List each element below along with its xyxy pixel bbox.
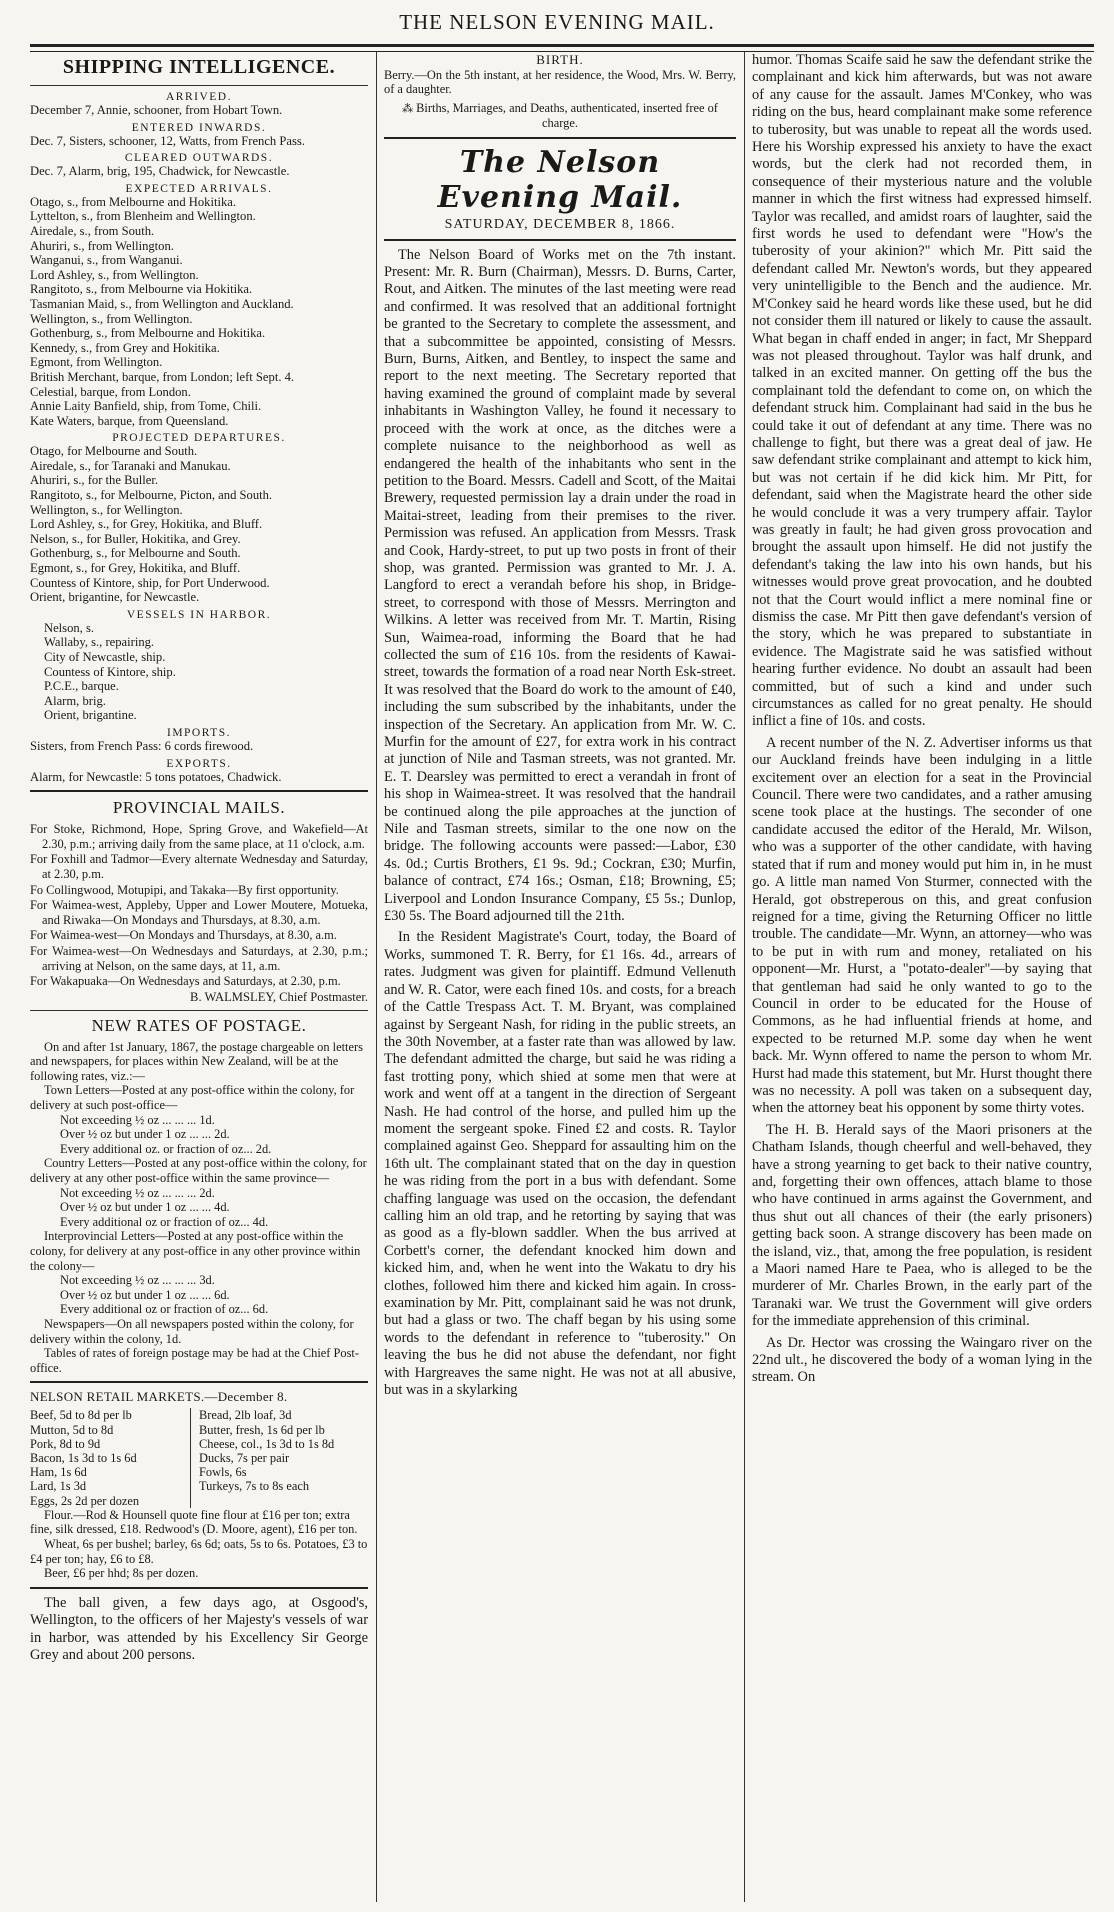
- shipping-line: Alarm, brig.: [44, 693, 106, 708]
- column-2: [384, 52, 736, 1902]
- market-item: Ducks, 7s per pair: [199, 1450, 290, 1465]
- column-3: [752, 52, 1092, 1902]
- shipping-line: City of Newcastle, ship.: [44, 650, 166, 664]
- shipping-line: Lord Ashley, s., from Wellington.: [30, 267, 199, 282]
- divider: [384, 239, 736, 241]
- shipping-line: Kate Waters, barque, from Queensland.: [30, 413, 229, 428]
- shipping-line: Alarm, for Newcastle: 5 tons potatoes, Chadwick.: [30, 769, 282, 784]
- divider: [30, 1587, 368, 1589]
- paper-title: The Nelson Evening Mail.: [437, 144, 683, 215]
- markets-left-column: [30, 1408, 191, 1507]
- shipping-line: Gothenburg, s., from Melbourne and Hokitika.: [30, 326, 266, 341]
- column-1: [30, 52, 368, 1902]
- postage-rate: Over ½ oz but under 1 oz ... ... 6d.: [60, 1287, 230, 1302]
- markets-heading: NELSON RETAIL MARKETS.—December 8.: [30, 1389, 288, 1405]
- markets-notes: [30, 1508, 368, 1581]
- shipping-line: Orient, brigantine.: [44, 708, 137, 723]
- shipping-line: Wanganui, s., from Wanganui.: [30, 253, 183, 268]
- market-item: Beef, 5d to 8d per lb: [30, 1408, 132, 1423]
- shipping-subheading: CLEARED OUTWARDS.: [124, 152, 274, 165]
- shipping-line: Celestial, barque, from London.: [30, 384, 191, 399]
- shipping-line: Otago, for Melbourne and South.: [30, 444, 198, 459]
- mails-list: [30, 822, 368, 989]
- masthead: THE NELSON EVENING MAIL.: [399, 10, 715, 34]
- shipping-line: Dec. 7, Alarm, brig, 195, Chadwick, for Newcastle.: [30, 164, 290, 179]
- markets-table: [30, 1408, 368, 1507]
- shipping-subheading: ENTERED INWARDS.: [131, 121, 267, 134]
- paper-date: SATURDAY, DECEMBER 8, 1866.: [444, 216, 676, 232]
- market-item: Ham, 1s 6d: [30, 1465, 87, 1480]
- column-divider: [744, 52, 745, 1902]
- divider: [384, 137, 736, 139]
- shipping-line: Airedale, s., from South.: [30, 223, 155, 238]
- shipping-subheading: EXPORTS.: [166, 757, 232, 770]
- newspaper-rate: Newspapers—On all newspapers posted within the colony, for delivery within the colony, 1d.: [30, 1316, 354, 1346]
- article-paragraph: The H. B. Herald says of the Maori prisoners at the Chatham Islands, though cheerful and well-behaved, they have a strong yearning to get back to their native country, and, forgetting their own offences, attach blame to those who have continued in arms against the Government, and thus shut out all chances of their (the early prisoners) getting back soon. A strange discovery has been made on the island, viz., that, among the free population, is resident a Maori named Hare te Paea, who is alleged to be the murderer of Mr. Charles Brown, in the early part of the Taranaki war. We trust the Government will give orders for the immediate apprehension of this criminal.: [752, 1121, 1092, 1330]
- market-item: Eggs, 2s 2d per dozen: [30, 1493, 140, 1508]
- ball-paragraph: The ball given, a few days ago, at Osgood's, Wellington, to the officers of her Majesty's vessels of war in harbor, was attended by his Excellency Sir George Grey and about 200 persons.: [30, 1594, 368, 1663]
- market-item: Pork, 8d to 9d: [30, 1436, 101, 1451]
- postage-rate: Every additional oz. or fraction of oz... 2d.: [60, 1141, 272, 1156]
- town-letters: Town Letters—Posted at any post-office within the colony, for delivery at such post-office—: [30, 1083, 355, 1113]
- postage-rate: Every additional oz or fraction of oz... 6d.: [60, 1302, 269, 1317]
- column-2-articles: [384, 247, 736, 1400]
- birth-heading: BIRTH.: [536, 52, 584, 67]
- article-paragraph: humor. Thomas Scaife said he saw the defendant strike the complainant and kick him afterwards, but was not aware of any cause for the assault. James M'Conkey, who was riding on the bus, heard complainant make some reference to tuberosity, but was unable to repeat all the words used. Here his Worship expressed his anxiety to have the exact words, but the clerk had not recorded them, in consequence of their mysterious nature and the voluble manner in which the first witness had expressed himself. Taylor was recalled, and amidst roars of laughter, said the first words he used to defendant were "How's the tuberosity of your akinion?" which Mr. Pitt said the defendant called Mr. Newton's words, but they appeared very unintelligible to the Bench and the audience. Mr. M'Conkey said he heard words like these used, but he did not consider them ill natured or likely to cause the assault. What began in chaff ended in anger; in fact, Mr Sheppard was not pleased throughout. Taylor was half drunk, and talked in an excited manner. On getting off the bus the complainant told the defendant to come on, on which the defendant struck him. Complainant had said in the bus he could take it out of defendant at any time. There was no challenge to fight, but there was a great deal of jaw. He saw defendant strike complainant and attempt to kick him, but was not certain if he did kick him. Mr Pitt, for defendant, said when the Magistrate heard the other side he would conclude it was a very trumpery affair. Taylor was greatly in fault; he had given gross provocation and brought the assault upon himself. He did not justify the defendant's taking the law into his own hands, but his witnesses would prove great provocation, and he doubted not that the Court would inflict a mere nominal fine or dismiss the case. Mr Pitt then gave defendant's version of the story, which he was prepared to substantiate in evidence. The Magistrate said he was satisfied without hearing further evidence. No doubt an assault had been committed, but of such a kind and under such circumstances as called for no great penalty. He should inflict a fine of 10s. and costs.: [752, 52, 1092, 730]
- shipping-line: P.C.E., barque.: [44, 679, 119, 694]
- mail-route: For Waimea-west—On Mondays and Thursdays, at 8.30, a.m.: [30, 928, 337, 943]
- divider: [30, 1010, 368, 1011]
- market-note: Beer, £6 per hhd; 8s per dozen.: [44, 1566, 199, 1581]
- column-3-articles: [752, 52, 1092, 1387]
- shipping-line: Countess of Kintore, ship.: [44, 664, 176, 679]
- shipping-line: Wallaby, s., repairing.: [44, 635, 155, 650]
- shipping-line: Orient, brigantine, for Newcastle.: [30, 590, 200, 605]
- postage-intro: On and after 1st January, 1867, the postage chargeable on letters and newspapers, for places within New Zealand, will be at the following rates, viz.:—: [30, 1039, 363, 1083]
- shipping-line: British Merchant, barque, from London; left Sept. 4.: [30, 369, 295, 384]
- postmaster-signature: B. WALMSLEY, Chief Postmaster.: [190, 989, 368, 1004]
- postage-heading: NEW RATES OF POSTAGE.: [91, 1015, 307, 1035]
- shipping-line: Ahuriri, s., from Wellington.: [30, 238, 174, 253]
- shipping-line: Countess of Kintore, ship, for Port Underwood.: [30, 575, 270, 590]
- shipping-line: Otago, s., from Melbourne and Hokitika.: [30, 194, 237, 209]
- market-item: Cheese, col., 1s 3d to 1s 8d: [199, 1436, 335, 1451]
- divider: [30, 790, 368, 792]
- market-item: Lard, 1s 3d: [30, 1479, 87, 1494]
- article-paragraph: As Dr. Hector was crossing the Waingaro river on the 22nd ult., he discovered the body of a woman lying in the stream. On: [752, 1334, 1092, 1386]
- interprovincial-rates: [30, 1273, 368, 1317]
- divider: [30, 1381, 368, 1383]
- shipping-subheading: VESSELS IN HARBOR.: [126, 608, 272, 621]
- mail-route: For Stoke, Richmond, Hope, Spring Grove, and Wakefield—At 2.30, p.m.; arriving daily from the same place, at 11 o'clock, a.m.: [30, 822, 368, 851]
- shipping-subheading: ARRIVED.: [166, 91, 232, 103]
- ball-article: [30, 1595, 368, 1665]
- country-letters: Country Letters—Posted at any post-office within the colony, for delivery at any other post-office within the same province—: [30, 1156, 367, 1186]
- postage-rate: Not exceeding ½ oz ... ... ... 1d.: [60, 1112, 215, 1127]
- shipping-line: December 7, Annie, schooner, from Hobart Town.: [30, 103, 283, 117]
- birth-text: Berry.—On the 5th instant, at her residence, the Wood, Mrs. W. Berry, of a daughter.: [384, 68, 736, 97]
- shipping-line: Egmont, s., for Grey, Hokitika, and Bluff.: [30, 561, 241, 576]
- shipping-line: Dec. 7, Sisters, schooner, 12, Watts, from French Pass.: [30, 133, 305, 148]
- paper-title-block: [384, 145, 736, 233]
- shipping-line: Kennedy, s., from Grey and Hokitika.: [30, 340, 220, 355]
- market-item: Butter, fresh, 1s 6d per lb: [199, 1422, 325, 1437]
- shipping-subheading: IMPORTS.: [166, 726, 232, 739]
- market-item: Fowls, 6s: [199, 1465, 247, 1480]
- mail-route: For Waimea-west—On Wednesdays and Saturdays, at 2.30, p.m.; arriving at Nelson, on the same days, at 11, a.m.: [30, 943, 368, 973]
- postage-rate: Not exceeding ½ oz ... ... ... 3d.: [60, 1273, 215, 1288]
- shipping-line: Airedale, s., for Taranaki and Manukau.: [30, 458, 231, 473]
- asterism-icon: ⁂: [402, 102, 414, 115]
- column-divider: [376, 52, 377, 1902]
- shipping-heading: SHIPPING INTELLIGENCE.: [62, 56, 336, 78]
- postage-rate: Every additional oz or fraction of oz... 4d.: [60, 1214, 269, 1229]
- top-rule: [30, 44, 1094, 52]
- shipping-list: [30, 91, 368, 784]
- shipping-line: Nelson, s.: [44, 620, 95, 635]
- shipping-line: Egmont, from Wellington.: [30, 355, 163, 370]
- market-item: Bacon, 1s 3d to 1s 6d: [30, 1450, 137, 1465]
- shipping-line: Wellington, s., for Wellington.: [30, 502, 183, 517]
- shipping-line: Lyttelton, s., from Blenheim and Wellington.: [30, 209, 256, 224]
- article-paragraph: A recent number of the N. Z. Advertiser informs us that our Auckland freinds have been indulging in a little excitement over an election for a seat in the Provincial Council. There were two candidates, and a rather amusing scene took place at the hustings. The seconder of one candidate accused the editor of the Herald, Mr. Wilson, who was a supporter of the other candidate, with having stated that if rum and money would put him in, in he must go. A little man named Von Sturmer, connected with the Herald, got obstreperous on this, and great confusion reigned for a time, giving the Returning Officer no little trouble. The candidate—Mr. Wynn, an attorney—who was to be put in with rum and money, retaliated on his opponent—Mr. Hurst, a "potato-dealer"—by saying that that gentleman had said he only wanted to go to the Council in order to be educated for the House of Commons, as he had influential friends at home, and expected to be returned M.P. some day when he went back. Mr. Wynn offered to name the person to whom Mr. Hurst had made this statement, but Mr. Hurst thought there was no necessity. A poll was taken on a subsequent day, when the attorney beat his opponent by some thirty votes.: [752, 734, 1092, 1117]
- shipping-line: Rangitoto, s., from Melbourne via Hokitika.: [30, 282, 253, 297]
- country-rates: [30, 1186, 368, 1230]
- article-paragraph: The Nelson Board of Works met on the 7th instant. Present: Mr. R. Burn (Chairman), Messrs. D. Burns, Carter, Rout, and Aitken. The minutes of the last meeting were read and confirmed. It was resolved that an additional fortnight be granted to the Secretary to complete the assessment, and that a subcommittee be appointed, consisting of Messrs. Burn, Burns, Aitken, and Bentley, to inspect the same and report to the next meeting. The Secretary reported that having examined the ground of complaint made by several inhabitants in Washington Valley, he found it necessary to proceed with the work at once, as the ditches were a complete nuisance to the neighborhood as well as endangered the health of the inhabitants who sent in the petition to the Board. Messrs. Cadell and Scott, of the Maitai Brewery, requested permission lay a drain under the road in Maitai-street, leading from their premises to the river. Permission was refused. An application from Messrs. Trask and Cook, Hardy-street, to put up two posts in front of their shop, was granted. Permission was granted to Mr. J. A. Langford to erect a verandah before his shop, in Bridge-street, to correspond with those of Messrs. Merrington and Wilkins. A letter was received from Mr. T. Martin, Rising Sun, Waimea-road, informing the Board that he had collected the sum of £16 10s. from the residents of Kawai-street, towards the formation of a road near North Esk-street. It was resolved that the Board do work to the amount of £40, including the sum subscribed by the inhabitants, under the inspection of the Secretary. An application from Mr. W. C. Murfin for the amount of £27, for extra work in his contract at junction of Nile and Tasman streets, was not granted. Mr. E. T. Dearsley was permitted to erect a verandah in front of his shop in Waimea-street. It was resolved that the handrail be continued along the pile approaches at the junction of Nile and Tasman streets, similar to the one now on the bridge. The following accounts were passed:—Labor, £30 4s. 0d.; Curtis Brothers, £1 9s. 9d.; Cockran, £30; Murfin, balance of contract, £74 16s.; Osman, £18; Browning, £5; Liverpool and London Insurance Company, £5 5s.; Dunlop, £30 5s. The Board adjourned till the 21th.: [384, 246, 736, 925]
- market-item: Mutton, 5d to 8d: [30, 1422, 114, 1437]
- divider: [30, 85, 368, 86]
- postage-rate: Over ½ oz but under 1 oz ... ... 4d.: [60, 1200, 230, 1215]
- article-paragraph: In the Resident Magistrate's Court, today, the Board of Works, summoned T. R. Berry, for £1 16s. 4d., arrears of rates. Judgment was given for plaintiff. Edmund Vellenuth and W. R. Cator, were each fined 10s. and costs, for a breach of the Cattle Trespass Act. T. M. Bryant, was complained against by Sergeant Nash, for riding in the public streets, an the 30th November, at a faster rate than was allowed by law. The defendant admitted the charge, but said he was riding a fast trotting pony, which shied at some men that were at work and went off at a tangent in the direction of Sergeant Nash. He had control of the horse, and pulled him up the moment the sergeant spoke. Fined £2 and costs. R. Taylor complained against Geo. Sheppard for assaulting him on the 16th ult. The complainant stated that on the day in question he was riding from the port in a bus with defendant. Some chaffing language was used on the occasion, the defendant calling him an old trap, and he retorting by saying that was as good as a fly-blown saddler. When the bus arrived at Corbett's corner, the defendant knocked him down and kicked him, and, when he went into the Wakatu to dry his clothes, followed him there and kicked him again. In cross-examination by Mr. Pitt, complainant said he was not drunk, but had a glass or two. The chaff began by his using some words to the defendant in reference to "tuberosity." On leaving the bus he did not abuse the defendant, nor fight with Hargreaves the same night. He was not at all abusive, but was in a skylarking: [384, 929, 736, 1399]
- birth-note-text: Births, Marriages, and Deaths, authenticated, inserted free of charge.: [416, 100, 718, 131]
- postage-rate: Not exceeding ½ oz ... ... ... 2d.: [60, 1185, 215, 1200]
- shipping-line: Nelson, s., for Buller, Hokitika, and Grey.: [30, 531, 241, 546]
- shipping-line: Rangitoto, s., for Melbourne, Picton, and South.: [30, 488, 273, 503]
- shipping-line: Tasmanian Maid, s., from Wellington and Auckland.: [30, 296, 294, 311]
- shipping-subheading: EXPECTED ARRIVALS.: [125, 182, 273, 195]
- shipping-line: Wellington, s., from Wellington.: [30, 311, 193, 326]
- mail-route: For Waimea-west, Appleby, Upper and Lower Moutere, Motueka, and Riwaka—On Mondays and Thursdays, at 8.30, a.m.: [30, 898, 368, 927]
- market-note: Flour.—Rod & Hounsell quote fine flour at £16 per ton; extra fine, silk dressed, £18. Redwood's (D. Moore, agent), £16 per ton.: [30, 1507, 358, 1537]
- interprovincial-letters: Interprovincial Letters—Posted at any post-office within the colony, for delivery at any post-office in any other province within the colony—: [30, 1229, 361, 1273]
- town-rates: [30, 1113, 368, 1157]
- shipping-line: Ahuriri, s., for the Buller.: [30, 473, 159, 488]
- markets-right-column: [191, 1408, 334, 1507]
- mail-route: For Foxhill and Tadmor—Every alternate Wednesday and Saturday, at 2.30, p.m.: [30, 852, 368, 881]
- mails-heading: PROVINCIAL MAILS.: [112, 798, 286, 818]
- mail-route: For Wakapuaka—On Wednesdays and Saturdays, at 2.30, p.m.: [30, 974, 341, 989]
- foreign-rates-note: Tables of rates of foreign postage may be had at the Chief Post-office.: [30, 1346, 359, 1375]
- shipping-line: Annie Laity Banfield, ship, from Tome, Chili.: [30, 399, 262, 414]
- market-note: Wheat, 6s per bushel; barley, 6s 6d; oats, 5s to 6s. Potatoes, £3 to £4 per ton; hay, £6 to £8.: [30, 1536, 368, 1566]
- shipping-line: Lord Ashley, s., for Grey, Hokitika, and Bluff.: [30, 517, 263, 532]
- postage-rate: Over ½ oz but under 1 oz ... ... 2d.: [60, 1127, 230, 1142]
- postage-section: [30, 1040, 368, 1376]
- shipping-line: Sisters, from French Pass: 6 cords firewood.: [30, 738, 254, 753]
- mail-route: Fo Collingwood, Motupipi, and Takaka—By first opportunity.: [30, 882, 339, 897]
- market-item: Bread, 2lb loaf, 3d: [199, 1408, 292, 1423]
- shipping-subheading: PROJECTED DEPARTURES.: [112, 432, 286, 445]
- birth-notice: [384, 52, 736, 131]
- market-item: Turkeys, 7s to 8s each: [199, 1479, 310, 1494]
- birth-note: [384, 101, 736, 131]
- shipping-line: Gothenburg, s., for Melbourne and South.: [30, 546, 241, 561]
